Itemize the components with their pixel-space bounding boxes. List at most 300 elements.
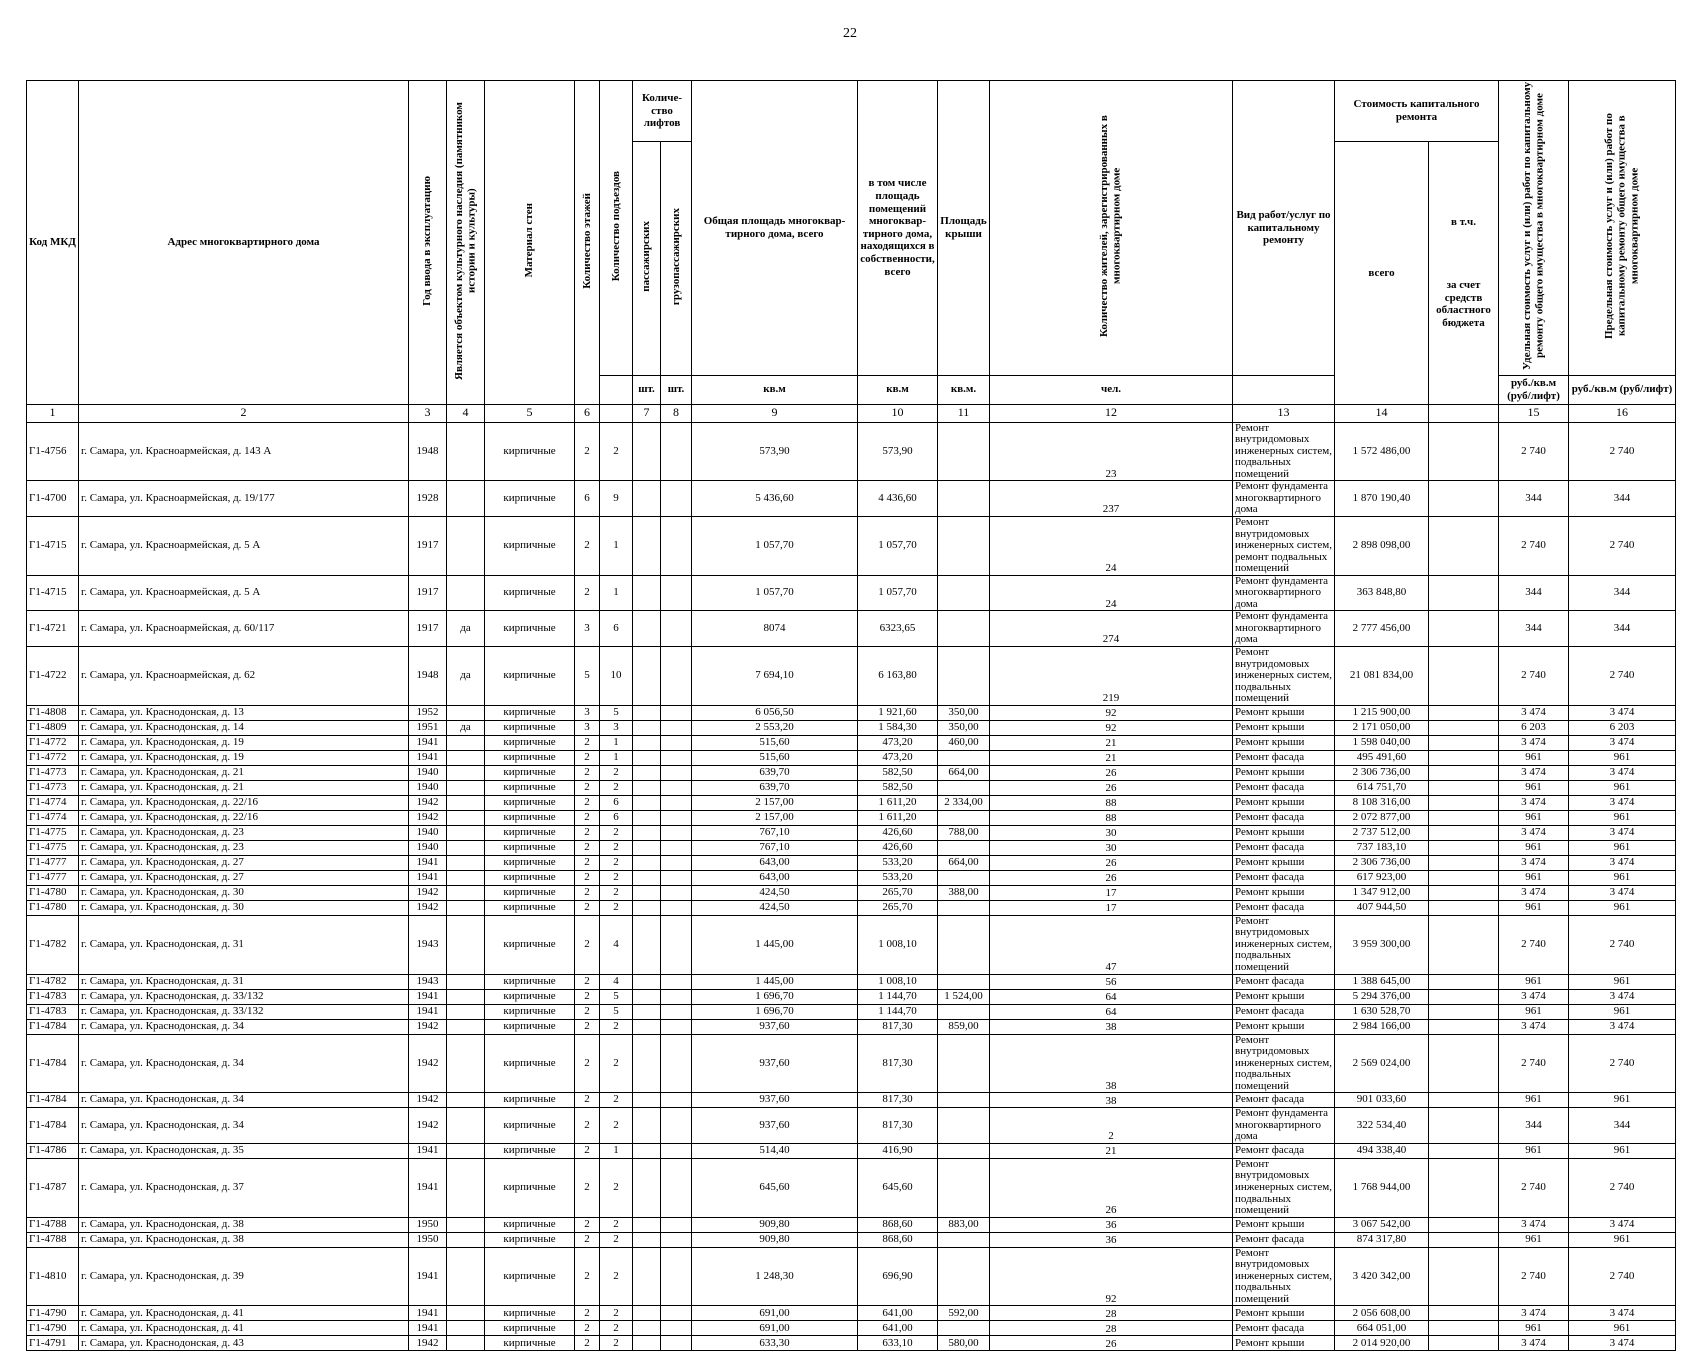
cell-lifts-passenger — [633, 1093, 661, 1108]
cell-address: г. Самара, ул. Краснодонская, д. 34 — [79, 1019, 409, 1034]
header-year: Год ввода в эксплуатацию — [421, 175, 434, 306]
table-row — [27, 795, 1676, 810]
cell-cost-regional — [1429, 1034, 1499, 1093]
cell-roof-area — [938, 780, 990, 795]
cell-limit-cost: 344 — [1569, 1108, 1676, 1144]
cell-walls: кирпичные — [485, 810, 575, 825]
cell-roof-area — [938, 870, 990, 885]
cell-total-area: 1 248,30 — [692, 1247, 858, 1306]
cell-owned-area: 1 057,70 — [858, 575, 938, 611]
cell-address: г. Самара, ул. Краснодонская, д. 41 — [79, 1306, 409, 1321]
header-heritage: Является объектом культурного наследия (памятником истории и культуры) — [452, 101, 478, 380]
cell-roof-area — [938, 647, 990, 706]
table-row — [27, 481, 1676, 517]
cell-total-area: 6 056,50 — [692, 705, 858, 720]
cell-code: Г1-4810 — [27, 1247, 79, 1306]
cell-code: Г1-4784 — [27, 1093, 79, 1108]
cell-owned-area: 1 057,70 — [858, 517, 938, 576]
cell-roof-area — [938, 810, 990, 825]
cell-residents: 30 — [990, 825, 1233, 840]
cell-work-type: Ремонт фундамента многоквартирного дома — [1233, 1108, 1335, 1144]
cell-cost-total: 2 306 736,00 — [1335, 765, 1429, 780]
cell-code: Г1-4782 — [27, 974, 79, 989]
cell-cost-regional — [1429, 840, 1499, 855]
cell-cost-regional — [1429, 810, 1499, 825]
cell-floors: 2 — [575, 1034, 600, 1093]
cell-residents: 38 — [990, 1034, 1233, 1093]
cell-total-area: 1 445,00 — [692, 974, 858, 989]
cell-lifts-passenger — [633, 611, 661, 647]
unit-lifts-cargo: шт. — [661, 375, 692, 404]
cell-heritage — [447, 825, 485, 840]
cell-residents: 24 — [990, 575, 1233, 611]
cell-floors: 2 — [575, 1336, 600, 1351]
cell-walls: кирпичные — [485, 855, 575, 870]
header-residents: Количество жителей, зарегистрированных в многоквартирном доме — [1098, 115, 1123, 337]
cell-heritage — [447, 1336, 485, 1351]
cell-limit-cost: 961 — [1569, 1321, 1676, 1336]
header-lifts-passenger: пассажирских — [640, 221, 653, 292]
cell-owned-area: 1 144,70 — [858, 1004, 938, 1019]
cell-owned-area: 533,20 — [858, 855, 938, 870]
cell-code: Г1-4756 — [27, 422, 79, 481]
cell-unit-cost: 961 — [1499, 840, 1569, 855]
cell-work-type: Ремонт крыши — [1233, 855, 1335, 870]
cell-code: Г1-4783 — [27, 989, 79, 1004]
cell-year: 1942 — [409, 795, 447, 810]
cell-entrances: 1 — [600, 575, 633, 611]
cell-limit-cost: 961 — [1569, 780, 1676, 795]
cell-cost-regional — [1429, 647, 1499, 706]
cell-cost-total: 3 067 542,00 — [1335, 1217, 1429, 1232]
cell-residents: 30 — [990, 840, 1233, 855]
cell-floors: 2 — [575, 989, 600, 1004]
cell-entrances: 2 — [600, 825, 633, 840]
cell-cost-total: 322 534,40 — [1335, 1108, 1429, 1144]
header-cost-regional-cell — [1429, 142, 1499, 405]
cell-work-type: Ремонт внутридомовых инженерных систем, подвальных помещений — [1233, 1247, 1335, 1306]
cell-limit-cost: 3 474 — [1569, 795, 1676, 810]
cell-limit-cost: 344 — [1569, 481, 1676, 517]
cell-owned-area: 473,20 — [858, 735, 938, 750]
cell-code: Г1-4788 — [27, 1217, 79, 1232]
cell-cost-total: 2 737 512,00 — [1335, 825, 1429, 840]
cell-lifts-cargo — [661, 1143, 692, 1158]
cell-work-type: Ремонт крыши — [1233, 735, 1335, 750]
cell-owned-area: 641,00 — [858, 1306, 938, 1321]
table-row — [27, 974, 1676, 989]
column-number: 14 — [1335, 404, 1429, 422]
cell-cost-total: 2 898 098,00 — [1335, 517, 1429, 576]
cell-walls: кирпичные — [485, 611, 575, 647]
column-number: 6 — [575, 404, 600, 422]
cell-entrances: 5 — [600, 989, 633, 1004]
cell-address: г. Самара, ул. Краснодонская, д. 34 — [79, 1108, 409, 1144]
cell-unit-cost: 2 740 — [1499, 915, 1569, 974]
cell-lifts-cargo — [661, 1232, 692, 1247]
cell-year: 1940 — [409, 780, 447, 795]
cell-address: г. Самара, ул. Краснодонская, д. 38 — [79, 1232, 409, 1247]
cell-code: Г1-4788 — [27, 1232, 79, 1247]
cell-total-area: 909,80 — [692, 1217, 858, 1232]
unit-entrances — [600, 375, 633, 404]
table-row — [27, 810, 1676, 825]
cell-unit-cost: 961 — [1499, 1321, 1569, 1336]
cell-entrances: 6 — [600, 611, 633, 647]
cell-owned-area: 868,60 — [858, 1232, 938, 1247]
cell-owned-area: 868,60 — [858, 1217, 938, 1232]
cell-total-area: 5 436,60 — [692, 481, 858, 517]
cell-limit-cost: 961 — [1569, 1004, 1676, 1019]
cell-unit-cost: 2 740 — [1499, 1247, 1569, 1306]
cell-entrances: 10 — [600, 647, 633, 706]
column-number — [600, 404, 633, 422]
header-walls-cell — [485, 81, 575, 405]
cell-lifts-cargo — [661, 795, 692, 810]
cell-walls: кирпичные — [485, 780, 575, 795]
cell-limit-cost: 3 474 — [1569, 825, 1676, 840]
cell-code: Г1-4777 — [27, 855, 79, 870]
column-number: 7 — [633, 404, 661, 422]
cell-limit-cost: 2 740 — [1569, 517, 1676, 576]
column-number-row — [27, 404, 1676, 422]
cell-entrances: 2 — [600, 780, 633, 795]
cell-roof-area: 1 524,00 — [938, 989, 990, 1004]
cell-address: г. Самара, ул. Краснодонская, д. 37 — [79, 1158, 409, 1217]
cell-work-type: Ремонт фундамента многоквартирного дома — [1233, 575, 1335, 611]
cell-entrances: 6 — [600, 795, 633, 810]
cell-entrances: 2 — [600, 1321, 633, 1336]
cell-limit-cost: 2 740 — [1569, 647, 1676, 706]
cell-year: 1952 — [409, 705, 447, 720]
cell-cost-total: 494 338,40 — [1335, 1143, 1429, 1158]
cell-work-type: Ремонт внутридомовых инженерных систем, подвальных помещений — [1233, 647, 1335, 706]
cell-heritage — [447, 1158, 485, 1217]
cell-limit-cost: 3 474 — [1569, 735, 1676, 750]
cell-address: г. Самара, ул. Краснодонская, д. 30 — [79, 885, 409, 900]
cell-cost-regional — [1429, 705, 1499, 720]
table-row — [27, 1321, 1676, 1336]
cell-residents: 26 — [990, 765, 1233, 780]
column-number: 3 — [409, 404, 447, 422]
cell-work-type: Ремонт внутридомовых инженерных систем, подвальных помещений — [1233, 422, 1335, 481]
cell-entrances: 2 — [600, 1306, 633, 1321]
cell-walls: кирпичные — [485, 1108, 575, 1144]
cell-lifts-passenger — [633, 780, 661, 795]
column-number: 5 — [485, 404, 575, 422]
cell-work-type: Ремонт фасада — [1233, 840, 1335, 855]
cell-total-area: 1 445,00 — [692, 915, 858, 974]
cell-residents: 23 — [990, 422, 1233, 481]
cell-year: 1940 — [409, 825, 447, 840]
cell-heritage: да — [447, 720, 485, 735]
cell-owned-area: 1 144,70 — [858, 989, 938, 1004]
cell-unit-cost: 344 — [1499, 481, 1569, 517]
cell-unit-cost: 3 474 — [1499, 1336, 1569, 1351]
table-row — [27, 1232, 1676, 1247]
cell-total-area: 937,60 — [692, 1093, 858, 1108]
cell-code: Г1-4715 — [27, 517, 79, 576]
table-row — [27, 915, 1676, 974]
cell-residents: 92 — [990, 1247, 1233, 1306]
cell-cost-total: 8 108 316,00 — [1335, 795, 1429, 810]
cell-roof-area: 580,00 — [938, 1336, 990, 1351]
cell-entrances: 3 — [600, 720, 633, 735]
column-number — [1429, 404, 1499, 422]
cell-code: Г1-4808 — [27, 705, 79, 720]
cell-heritage — [447, 900, 485, 915]
cell-walls: кирпичные — [485, 1143, 575, 1158]
cell-unit-cost: 961 — [1499, 810, 1569, 825]
cell-heritage — [447, 1247, 485, 1306]
cell-walls: кирпичные — [485, 481, 575, 517]
cell-cost-total: 614 751,70 — [1335, 780, 1429, 795]
cell-address: г. Самара, ул. Краснодонская, д. 23 — [79, 840, 409, 855]
cell-residents: 88 — [990, 810, 1233, 825]
cell-limit-cost: 961 — [1569, 840, 1676, 855]
cell-code: Г1-4774 — [27, 810, 79, 825]
cell-cost-total: 3 959 300,00 — [1335, 915, 1429, 974]
cell-address: г. Самара, ул. Краснодонская, д. 43 — [79, 1336, 409, 1351]
cell-residents: 28 — [990, 1306, 1233, 1321]
cell-lifts-cargo — [661, 1336, 692, 1351]
cell-address: г. Самара, ул. Краснодонская, д. 27 — [79, 870, 409, 885]
cell-walls: кирпичные — [485, 765, 575, 780]
cell-total-area: 515,60 — [692, 750, 858, 765]
cell-floors: 2 — [575, 870, 600, 885]
cell-walls: кирпичные — [485, 974, 575, 989]
cell-address: г. Самара, ул. Краснодонская, д. 14 — [79, 720, 409, 735]
cell-entrances: 2 — [600, 1108, 633, 1144]
cell-heritage — [447, 422, 485, 481]
cell-entrances: 1 — [600, 750, 633, 765]
column-number: 11 — [938, 404, 990, 422]
header-roof-area: Площадь крыши — [938, 81, 990, 376]
table-row — [27, 611, 1676, 647]
cell-lifts-cargo — [661, 422, 692, 481]
cell-work-type: Ремонт крыши — [1233, 1019, 1335, 1034]
cell-roof-area: 883,00 — [938, 1217, 990, 1232]
cell-cost-total: 1 347 912,00 — [1335, 885, 1429, 900]
cell-walls: кирпичные — [485, 575, 575, 611]
cell-floors: 2 — [575, 915, 600, 974]
cell-year: 1951 — [409, 720, 447, 735]
cell-entrances: 4 — [600, 974, 633, 989]
cell-owned-area: 473,20 — [858, 750, 938, 765]
cell-owned-area: 817,30 — [858, 1108, 938, 1144]
cell-lifts-cargo — [661, 720, 692, 735]
cell-heritage — [447, 1019, 485, 1034]
cell-residents: 56 — [990, 974, 1233, 989]
header-cost-regional: за счет средств областного бюджета — [1436, 278, 1491, 329]
header-address: Адрес многоквартирного дома — [79, 81, 409, 405]
cell-entrances: 6 — [600, 810, 633, 825]
cell-roof-area — [938, 611, 990, 647]
cell-total-area: 643,00 — [692, 855, 858, 870]
cell-entrances: 2 — [600, 900, 633, 915]
cell-work-type: Ремонт фасада — [1233, 1232, 1335, 1247]
cell-heritage — [447, 870, 485, 885]
cell-year: 1942 — [409, 900, 447, 915]
cell-owned-area: 645,60 — [858, 1158, 938, 1217]
cell-code: Г1-4809 — [27, 720, 79, 735]
unit-unit-cost: руб./кв.м (руб/лифт) — [1499, 375, 1569, 404]
header-total-area: Общая площадь многоквар-тирного дома, всего — [692, 81, 858, 376]
cell-work-type: Ремонт фундамента многоквартирного дома — [1233, 481, 1335, 517]
unit-total-area: кв.м — [692, 375, 858, 404]
cell-code: Г1-4773 — [27, 780, 79, 795]
cell-entrances: 2 — [600, 870, 633, 885]
table-row — [27, 1004, 1676, 1019]
column-number: 9 — [692, 404, 858, 422]
cell-cost-total: 2 014 920,00 — [1335, 1336, 1429, 1351]
cell-cost-total: 495 491,60 — [1335, 750, 1429, 765]
cell-cost-regional — [1429, 1321, 1499, 1336]
cell-limit-cost: 961 — [1569, 750, 1676, 765]
cell-cost-regional — [1429, 1158, 1499, 1217]
table-row — [27, 1247, 1676, 1306]
cell-address: г. Самара, ул. Краснодонская, д. 33/132 — [79, 1004, 409, 1019]
cell-heritage — [447, 810, 485, 825]
cell-work-type: Ремонт внутридомовых инженерных систем, ремонт подвальных помещений — [1233, 517, 1335, 576]
cell-limit-cost: 3 474 — [1569, 1019, 1676, 1034]
cell-roof-area: 460,00 — [938, 735, 990, 750]
cell-unit-cost: 3 474 — [1499, 1217, 1569, 1232]
cell-unit-cost: 961 — [1499, 1093, 1569, 1108]
cell-limit-cost: 961 — [1569, 1093, 1676, 1108]
cell-lifts-cargo — [661, 1158, 692, 1217]
cell-code: Г1-4775 — [27, 825, 79, 840]
cell-lifts-passenger — [633, 1232, 661, 1247]
table-row — [27, 900, 1676, 915]
cell-floors: 2 — [575, 900, 600, 915]
cell-roof-area — [938, 422, 990, 481]
cell-entrances: 2 — [600, 885, 633, 900]
cell-total-area: 691,00 — [692, 1321, 858, 1336]
cell-unit-cost: 3 474 — [1499, 795, 1569, 810]
cell-lifts-cargo — [661, 1321, 692, 1336]
cell-unit-cost: 961 — [1499, 780, 1569, 795]
cell-floors: 2 — [575, 974, 600, 989]
cell-total-area: 767,10 — [692, 825, 858, 840]
cell-year: 1942 — [409, 1336, 447, 1351]
cell-limit-cost: 3 474 — [1569, 1217, 1676, 1232]
cell-total-area: 639,70 — [692, 780, 858, 795]
cell-address: г. Самара, ул. Краснодонская, д. 22/16 — [79, 810, 409, 825]
cell-roof-area — [938, 1143, 990, 1158]
cell-total-area: 937,60 — [692, 1034, 858, 1093]
cell-code: Г1-4777 — [27, 870, 79, 885]
cell-lifts-passenger — [633, 1247, 661, 1306]
cell-residents: 26 — [990, 780, 1233, 795]
cell-roof-area — [938, 915, 990, 974]
cell-heritage — [447, 780, 485, 795]
cell-unit-cost: 3 474 — [1499, 1306, 1569, 1321]
cell-residents: 92 — [990, 720, 1233, 735]
cell-floors: 2 — [575, 840, 600, 855]
column-number: 8 — [661, 404, 692, 422]
cell-total-area: 573,90 — [692, 422, 858, 481]
cell-roof-area: 350,00 — [938, 720, 990, 735]
cell-work-type: Ремонт фасада — [1233, 780, 1335, 795]
cell-roof-area — [938, 1321, 990, 1336]
cell-cost-total: 874 317,80 — [1335, 1232, 1429, 1247]
cell-unit-cost: 961 — [1499, 750, 1569, 765]
cell-work-type: Ремонт фасада — [1233, 1093, 1335, 1108]
cell-floors: 2 — [575, 1143, 600, 1158]
cell-cost-total: 1 870 190,40 — [1335, 481, 1429, 517]
cell-walls: кирпичные — [485, 870, 575, 885]
cell-work-type: Ремонт фасада — [1233, 1143, 1335, 1158]
cell-roof-area — [938, 974, 990, 989]
cell-limit-cost: 961 — [1569, 974, 1676, 989]
cell-heritage: да — [447, 647, 485, 706]
cell-heritage — [447, 1217, 485, 1232]
cell-owned-area: 6 163,80 — [858, 647, 938, 706]
cell-address: г. Самара, ул. Краснодонская, д. 38 — [79, 1217, 409, 1232]
cell-cost-regional — [1429, 885, 1499, 900]
cell-heritage — [447, 1306, 485, 1321]
cell-total-area: 645,60 — [692, 1158, 858, 1217]
cell-walls: кирпичные — [485, 840, 575, 855]
cell-code: Г1-4790 — [27, 1306, 79, 1321]
cell-roof-area: 592,00 — [938, 1306, 990, 1321]
cell-unit-cost: 6 203 — [1499, 720, 1569, 735]
cell-year: 1917 — [409, 611, 447, 647]
cell-roof-area: 350,00 — [938, 705, 990, 720]
table-row — [27, 1143, 1676, 1158]
cell-lifts-passenger — [633, 765, 661, 780]
table-row — [27, 750, 1676, 765]
cell-walls: кирпичные — [485, 1247, 575, 1306]
cell-year: 1950 — [409, 1217, 447, 1232]
cell-cost-regional — [1429, 1143, 1499, 1158]
cell-work-type: Ремонт внутридомовых инженерных систем, подвальных помещений — [1233, 1034, 1335, 1093]
cell-lifts-passenger — [633, 647, 661, 706]
header-owned-area: в том числе площадь помещений многоквар-тирного дома, находящихся в собственности, всего — [858, 81, 938, 376]
cell-lifts-passenger — [633, 900, 661, 915]
cell-roof-area: 388,00 — [938, 885, 990, 900]
cell-address: г. Самара, ул. Краснодонская, д. 31 — [79, 974, 409, 989]
cell-cost-regional — [1429, 1217, 1499, 1232]
cell-lifts-cargo — [661, 870, 692, 885]
cell-lifts-passenger — [633, 705, 661, 720]
cell-address: г. Самара, ул. Красноармейская, д. 5 А — [79, 575, 409, 611]
cell-floors: 2 — [575, 517, 600, 576]
cell-floors: 2 — [575, 810, 600, 825]
cell-cost-total: 407 944,50 — [1335, 900, 1429, 915]
column-number: 13 — [1233, 404, 1335, 422]
cell-walls: кирпичные — [485, 1158, 575, 1217]
cell-cost-regional — [1429, 989, 1499, 1004]
column-number: 12 — [990, 404, 1233, 422]
cell-limit-cost: 961 — [1569, 870, 1676, 885]
cell-floors: 2 — [575, 1247, 600, 1306]
header-cost-incl: в т.ч. — [1451, 216, 1476, 229]
cell-heritage — [447, 1108, 485, 1144]
header-code: Код МКД — [27, 81, 79, 405]
cell-total-area: 1 057,70 — [692, 575, 858, 611]
cell-floors: 2 — [575, 1108, 600, 1144]
cell-owned-area: 582,50 — [858, 780, 938, 795]
cell-roof-area — [938, 1034, 990, 1093]
cell-work-type: Ремонт крыши — [1233, 989, 1335, 1004]
cell-lifts-passenger — [633, 1019, 661, 1034]
cell-total-area: 7 694,10 — [692, 647, 858, 706]
cell-cost-regional — [1429, 750, 1499, 765]
cell-lifts-passenger — [633, 855, 661, 870]
table-row — [27, 575, 1676, 611]
